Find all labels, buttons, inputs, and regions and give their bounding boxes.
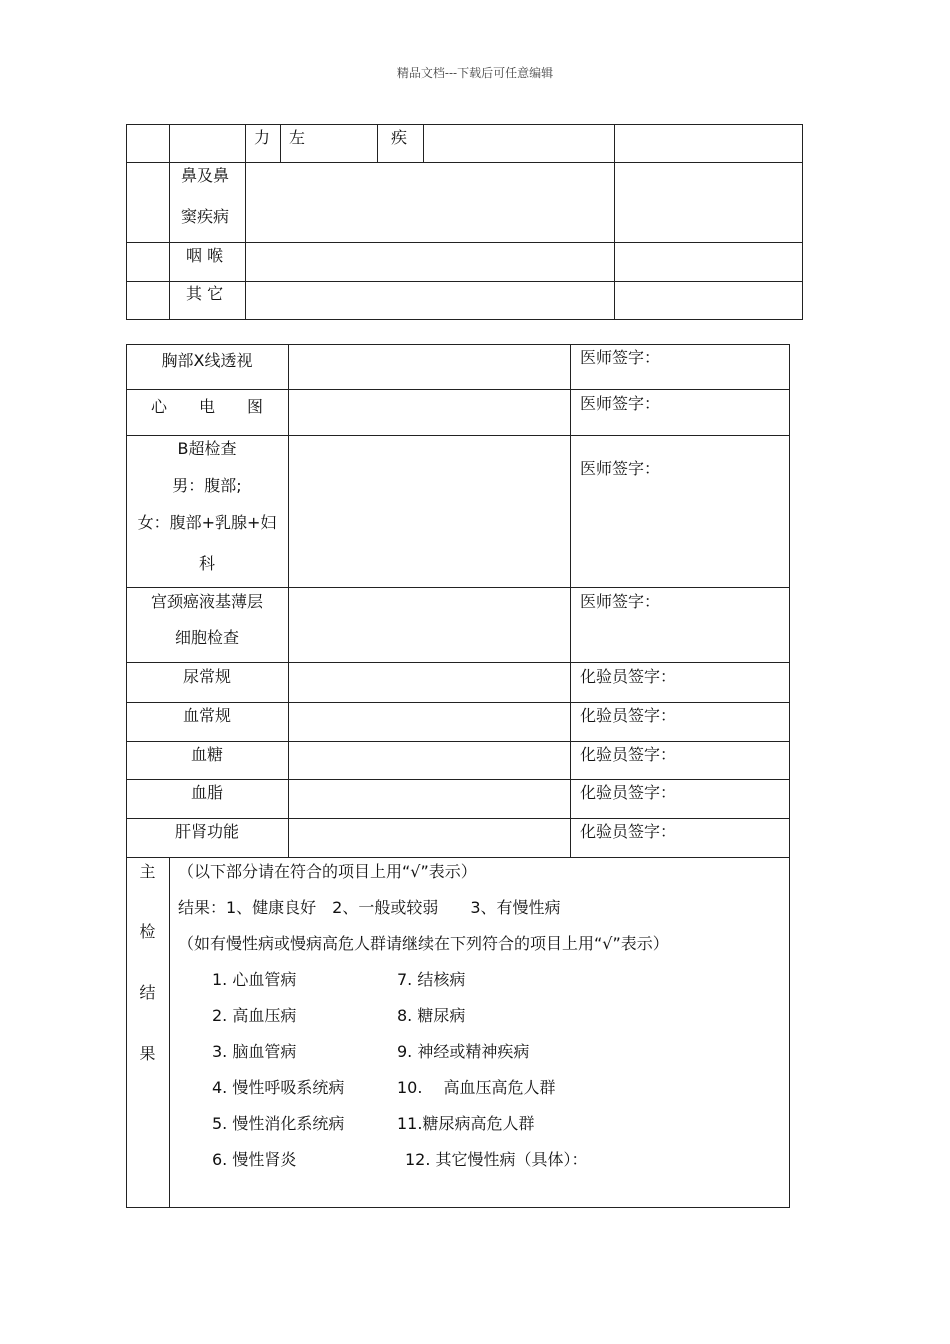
bscan-label-line3: 女：腹部+乳腺+妇	[137, 513, 277, 532]
summary-label-char-3: 结	[139, 983, 156, 1002]
lipid-lab-sign-label: 化验员签字：	[580, 783, 677, 802]
liver-kidney-label: 肝肾功能	[174, 822, 239, 841]
summary-instruction-2: （如有慢性病或慢病高危人群请继续在下列符合的项目上用“√”表示）	[178, 934, 669, 953]
summary-result-line: 结果：1、健康良好 2、一般或较弱 3、有慢性病	[178, 898, 561, 917]
nose-sinus-label-line2: 窦疾病	[181, 207, 230, 226]
bscan-doctor-sign-label: 医师签字：	[580, 459, 661, 478]
blood-lab-sign-label: 化验员签字：	[580, 706, 677, 725]
chronic-item: 12. 其它慢性病（具体）：	[405, 1150, 588, 1169]
tct-doctor-sign-label: 医师签字：	[580, 592, 661, 611]
bscan-label-line2: 男：腹部;	[172, 476, 242, 495]
xray-doctor-sign-label: 医师签字：	[580, 348, 661, 367]
summary-label-char-1: 主	[139, 862, 156, 881]
page-header: 精品文档---下载后可任意编辑	[396, 66, 554, 80]
chronic-item: 11.糖尿病高危人群	[397, 1114, 535, 1133]
bscan-label-line4: 科	[198, 554, 215, 573]
chronic-item: 3. 脑血管病	[212, 1042, 297, 1061]
chronic-item: 9. 神经或精神疾病	[397, 1042, 530, 1061]
tct-label-line2: 细胞检查	[174, 628, 239, 647]
summary-label-char-4: 果	[139, 1044, 156, 1063]
chronic-item: 2. 高血压病	[212, 1006, 297, 1025]
chronic-item: 10. 高血压高危人群	[397, 1078, 556, 1097]
urine-lab-sign-label: 化验员签字：	[580, 667, 677, 686]
nose-sinus-label-line1: 鼻及鼻	[181, 166, 230, 185]
vision-label-part: 力	[254, 128, 271, 147]
tct-label-line1: 宫颈癌液基薄层	[150, 592, 263, 611]
bscan-label-line1: B超检查	[177, 439, 237, 458]
summary-instruction: （以下部分请在符合的项目上用“√”表示）	[178, 862, 477, 881]
lipid-label: 血脂	[190, 783, 223, 802]
throat-label: 咽 喉	[186, 246, 224, 265]
chronic-item: 7. 结核病	[397, 970, 466, 989]
liver-kidney-lab-sign-label: 化验员签字：	[580, 822, 677, 841]
glucose-lab-sign-label: 化验员签字：	[580, 745, 677, 764]
chest-xray-label: 胸部X线透视	[161, 351, 253, 370]
glucose-label: 血糖	[190, 745, 223, 764]
chronic-item: 6. 慢性肾炎	[212, 1150, 297, 1169]
other-label: 其 它	[186, 284, 224, 303]
urine-label: 尿常规	[182, 667, 231, 686]
ecg-doctor-sign-label: 医师签字：	[580, 394, 661, 413]
chronic-item: 1. 心血管病	[212, 970, 297, 989]
chronic-item: 8. 糖尿病	[397, 1006, 466, 1025]
summary-label-char-2: 检	[139, 922, 156, 941]
disease-label-part: 疾	[391, 128, 408, 147]
blood-label: 血常规	[182, 706, 231, 725]
chronic-item: 5. 慢性消化系统病	[212, 1114, 345, 1133]
chronic-item: 4. 慢性呼吸系统病	[212, 1078, 345, 1097]
ecg-label: 心 电 图	[150, 397, 263, 416]
left-eye-label: 左	[289, 128, 306, 147]
